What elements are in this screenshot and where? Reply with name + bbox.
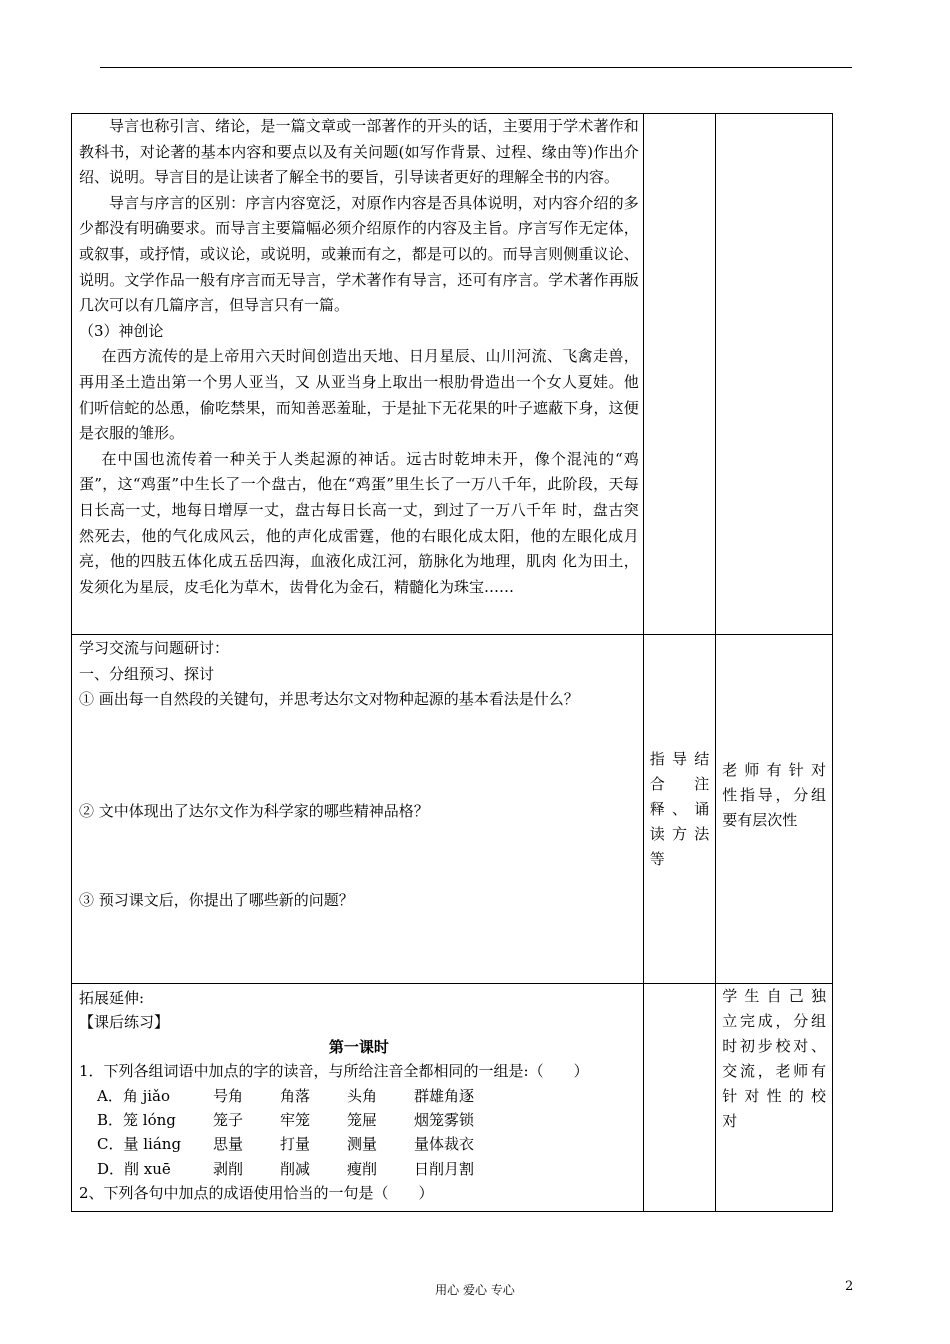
table-row [72, 114, 833, 635]
table-row [72, 635, 833, 984]
lesson-table [71, 113, 833, 1212]
exercise-label: 【课后练习】 [79, 1013, 170, 1032]
option-row: C．量 liáng 思量 打量 测量 量体裁衣 [97, 1135, 475, 1154]
question-3: ③ 预习课文后，你提出了哪些新的问题？ [79, 891, 354, 910]
question-1: ① 画出每一自然段的关键句，并思考达尔文对物种起源的基本看法是什么？ [79, 690, 579, 709]
intro-paragraph: 导言也称引言、绪论，是一篇文章或一部著作的开头的话，主要用于学术著作和教科书，对论著的基本内容和要点以及有关问题(如写作背景、过程、缘由等)作出介绍、说明。导言目的是让读者了解全书的要旨，引导读者更好的理解全书的内容。 [79, 117, 639, 187]
guide-cell [643, 984, 715, 1212]
guide-note: 指导结 合 注 释、诵 读方法 等 [649, 749, 710, 868]
teacher-cell [716, 114, 833, 635]
teacher-note: 老师有针对 性指导，分组 要有层次性 [722, 760, 826, 829]
student-cell [716, 984, 833, 1212]
intro-paragraph: 导言与序言的区别：序言内容宽泛，对原作内容是否具体说明，对内容介绍的多少都没有明确要求。而导言主要篇幅必须介绍原作的内容及主旨。序言写作无定体，或叙事，或抒情，或议论，或说明，或兼而有之，都是可以的。而导言则侧重议论、说明。文学作品一般有序言而无导言，学术著作有导言，还可有序言。学术著作再版几次可以有几篇序言，但导言只有一篇。 [79, 193, 639, 315]
page-footer: 用心 爱心 专心 [435, 1283, 515, 1297]
option-row: A．角 jiǎo 号角 角落 头角 群雄角逐 [97, 1086, 475, 1105]
creation-heading: （3）神创论 [79, 321, 164, 340]
page-number: 2 [845, 1279, 854, 1294]
table-row [72, 984, 833, 1212]
study-subheading: 一、分组预习、探讨 [79, 664, 215, 683]
option-row: D．削 xuē 剥削 削减 瘦削 日削月割 [97, 1159, 475, 1178]
study-heading: 学习交流与问题研讨： [79, 639, 230, 657]
extension-heading: 拓展延伸: [79, 989, 145, 1007]
guide-cell [643, 635, 715, 984]
exercise-question-1: 1．下列各组词语中加点的字的读音，与所给注音全都相同的一组是:（ ） [79, 1062, 589, 1081]
guide-cell [643, 114, 715, 635]
question-2: ② 文中体现出了达尔文作为科学家的哪些精神品格？ [79, 801, 429, 820]
study-cell [72, 635, 644, 984]
creation-paragraph: 在中国也流传着一种关于人类起源的神话。远古时乾坤未开，像个混沌的“鸡蛋”，这“鸡蛋”中生长了一个盘古，他在“鸡蛋”里生长了一万八千年，此阶段，天每日长高一丈，地每日增厚一丈，盘古每日长高一丈，到过了一万八千年 时，盘古突然死去，他的气化成风云，他的声化成雷霆，他的右眼化成太阳，他的左眼化成月亮，他的四肢五体化成五岳四海，血液化成江河，筋脉化为地理，肌肉 化为田土，发须化为星辰，皮毛化为草木，齿骨化为金石，精髓化为珠宝…… [79, 449, 639, 596]
lesson-title: 第一课时 [328, 1037, 389, 1056]
teacher-cell [716, 635, 833, 984]
student-note: 学生自己独 立完成，分组 时初步校对、 交流，老师有 针对性的校 对 [722, 987, 826, 1130]
reading-cell [72, 114, 644, 635]
creation-paragraph: 在西方流传的是上帝用六天时间创造出天地、日月星辰、山川河流、飞禽走兽，再用圣土造出第一个男人亚当，又 从亚当身上取出一根肋骨造出一个女人夏娃。他们听信蛇的怂恿，偷吃禁果，而知善恶羞耻，于是扯下无花果的叶子遮蔽下身，这便是衣服的雏形。 [79, 347, 639, 443]
exercise-question-2: 2、下列各句中加点的成语使用恰当的一句是（ ） [79, 1184, 434, 1203]
extension-cell [72, 984, 644, 1212]
header-rule [100, 67, 852, 68]
option-row: B．笼 lóng 笼子 牢笼 笼屉 烟笼雾锁 [97, 1111, 475, 1130]
